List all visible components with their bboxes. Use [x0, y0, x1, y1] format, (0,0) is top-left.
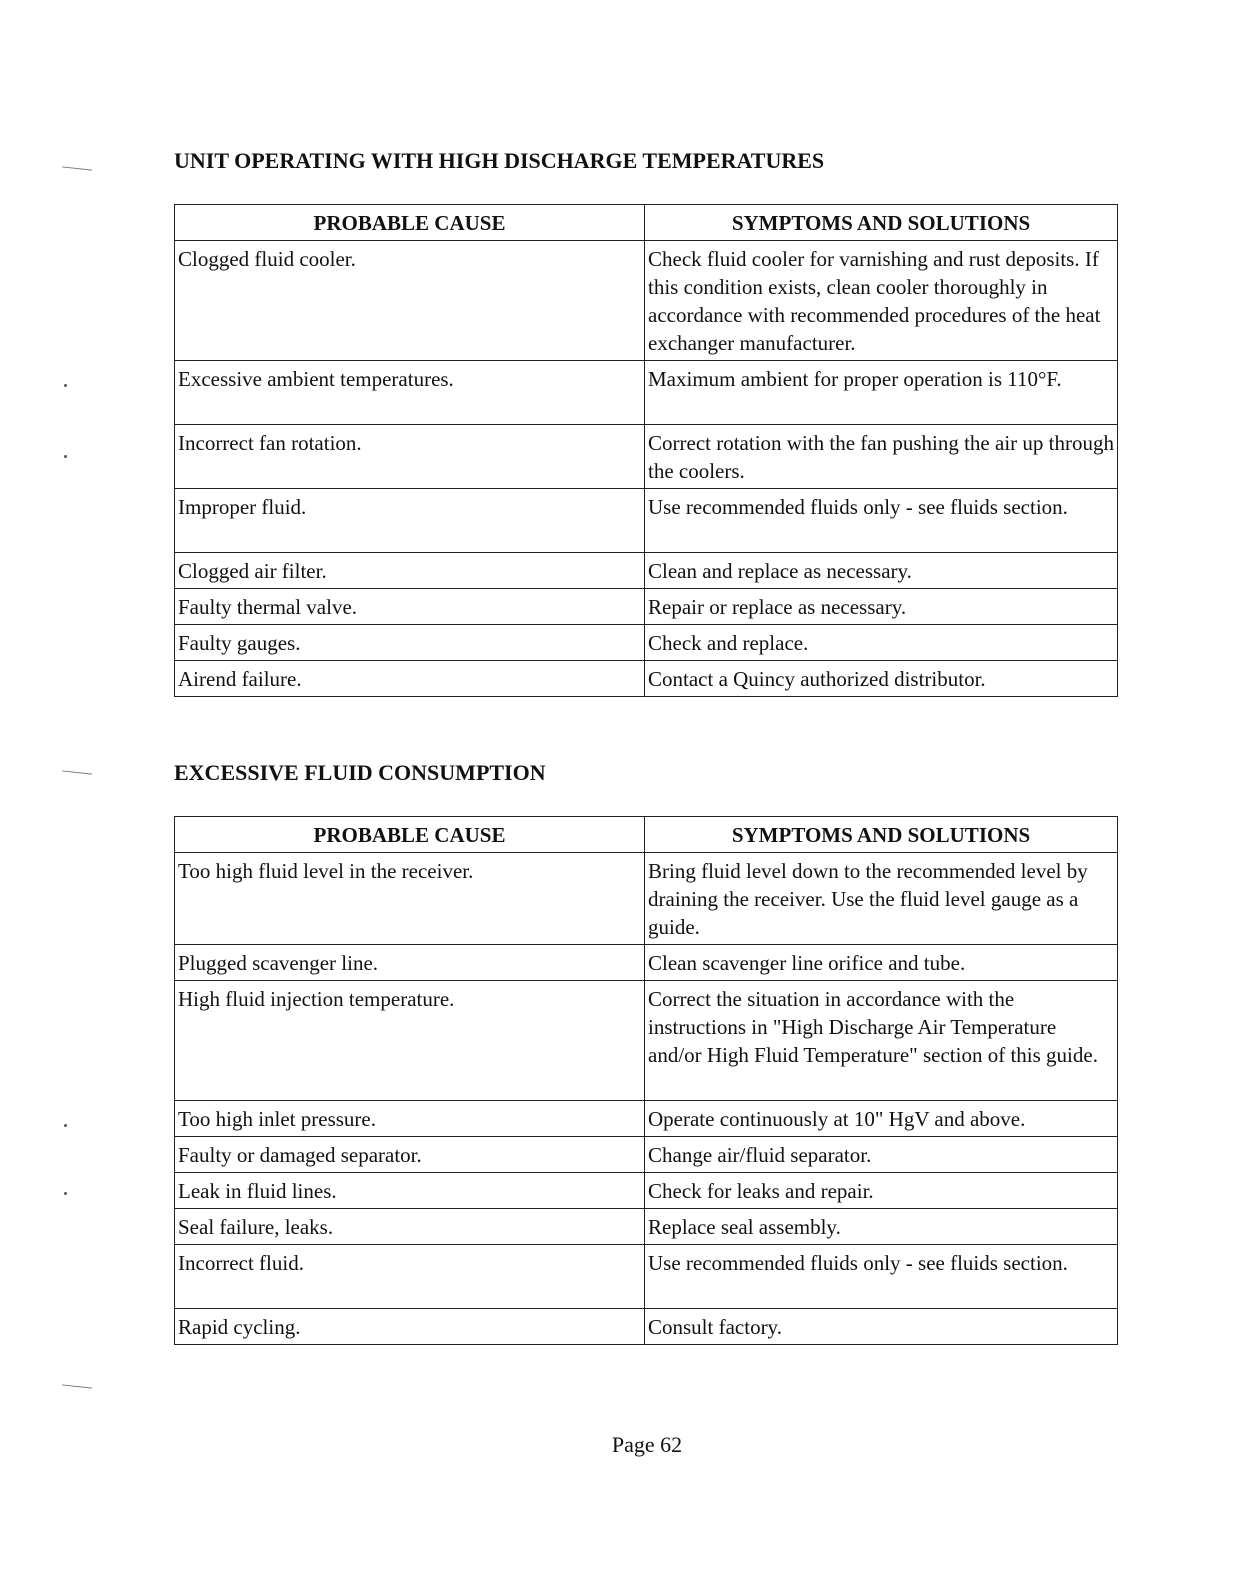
page-number: Page 62	[611, 1432, 683, 1457]
table-row	[175, 1209, 1118, 1245]
scan-dot	[64, 384, 67, 387]
column-header-probable-cause: PROBABLE CAUSE	[175, 817, 645, 853]
table-row	[175, 625, 1118, 661]
cause-cell: Faulty thermal valve.	[175, 589, 645, 625]
cause-cell: Airend failure.	[175, 661, 645, 697]
section-title-high-discharge-temperatures: UNIT OPERATING WITH HIGH DISCHARGE TEMPERATURES	[174, 148, 825, 173]
table-row	[175, 489, 1118, 553]
table-row	[175, 361, 1118, 425]
solution-cell: Bring fluid level down to the recommended level by draining the receiver. Use the fluid level gauge as a guide.	[645, 853, 1118, 945]
table-row	[175, 661, 1118, 697]
solution-cell: Repair or replace as necessary.	[645, 589, 1118, 625]
solution-cell: Contact a Quincy authorized distributor.	[645, 661, 1118, 697]
cause-cell: Excessive ambient temperatures.	[175, 361, 645, 425]
table-row	[175, 853, 1118, 945]
scan-mark	[62, 1384, 92, 1390]
cause-cell: Incorrect fan rotation.	[175, 425, 645, 489]
table-row	[175, 589, 1118, 625]
solution-cell: Maximum ambient for proper operation is 110°F.	[645, 361, 1118, 425]
solution-cell: Check fluid cooler for varnishing and rust deposits. If this condition exists, clean cooler thoroughly in accordance with recommended procedures of the heat exchanger manufacturer.	[645, 241, 1118, 361]
solution-cell: Clean scavenger line orifice and tube.	[645, 945, 1118, 981]
solution-cell: Correct the situation in accordance with the instructions in "High Discharge Air Temperature and/or High Fluid Temperature" section of this guide.	[645, 981, 1118, 1101]
solution-cell: Consult factory.	[645, 1309, 1118, 1345]
cause-cell: Faulty gauges.	[175, 625, 645, 661]
scan-dot	[64, 1192, 67, 1195]
cause-cell: Clogged fluid cooler.	[175, 241, 645, 361]
solution-cell: Use recommended fluids only - see fluids section.	[645, 1245, 1118, 1309]
scan-dot	[64, 455, 67, 458]
solution-cell: Change air/fluid separator.	[645, 1137, 1118, 1173]
solution-cell: Use recommended fluids only - see fluids section.	[645, 489, 1118, 553]
table-header-row	[175, 205, 1118, 241]
solution-cell: Check for leaks and repair.	[645, 1173, 1118, 1209]
table-row	[175, 1101, 1118, 1137]
solution-cell: Correct rotation with the fan pushing the air up through the coolers.	[645, 425, 1118, 489]
table-row	[175, 241, 1118, 361]
scan-mark	[62, 770, 92, 776]
cause-cell: Incorrect fluid.	[175, 1245, 645, 1309]
table-header-row	[175, 817, 1118, 853]
cause-cell: Faulty or damaged separator.	[175, 1137, 645, 1173]
table-row	[175, 981, 1118, 1101]
cause-cell: High fluid injection temperature.	[175, 981, 645, 1101]
column-header-symptoms-solutions: SYMPTOMS AND SOLUTIONS	[645, 817, 1118, 853]
cause-cell: Too high inlet pressure.	[175, 1101, 645, 1137]
cause-cell: Plugged scavenger line.	[175, 945, 645, 981]
cause-cell: Leak in fluid lines.	[175, 1173, 645, 1209]
table-row	[175, 945, 1118, 981]
scan-mark	[62, 166, 92, 172]
troubleshooting-table-high-discharge	[174, 204, 1118, 697]
troubleshooting-table-fluid-consumption	[174, 816, 1118, 1345]
solution-cell: Operate continuously at 10" HgV and above.	[645, 1101, 1118, 1137]
table-row	[175, 425, 1118, 489]
table-row	[175, 553, 1118, 589]
solution-cell: Clean and replace as necessary.	[645, 553, 1118, 589]
table-row	[175, 1173, 1118, 1209]
cause-cell: Clogged air filter.	[175, 553, 645, 589]
solution-cell: Check and replace.	[645, 625, 1118, 661]
table-row	[175, 1245, 1118, 1309]
column-header-probable-cause: PROBABLE CAUSE	[175, 205, 645, 241]
table-row	[175, 1137, 1118, 1173]
cause-cell: Improper fluid.	[175, 489, 645, 553]
cause-cell: Seal failure, leaks.	[175, 1209, 645, 1245]
cause-cell: Too high fluid level in the receiver.	[175, 853, 645, 945]
cause-cell: Rapid cycling.	[175, 1309, 645, 1345]
table-row	[175, 1309, 1118, 1345]
column-header-symptoms-solutions: SYMPTOMS AND SOLUTIONS	[645, 205, 1118, 241]
scan-dot	[64, 1124, 67, 1127]
solution-cell: Replace seal assembly.	[645, 1209, 1118, 1245]
section-title-excessive-fluid-consumption: EXCESSIVE FLUID CONSUMPTION	[174, 760, 546, 785]
